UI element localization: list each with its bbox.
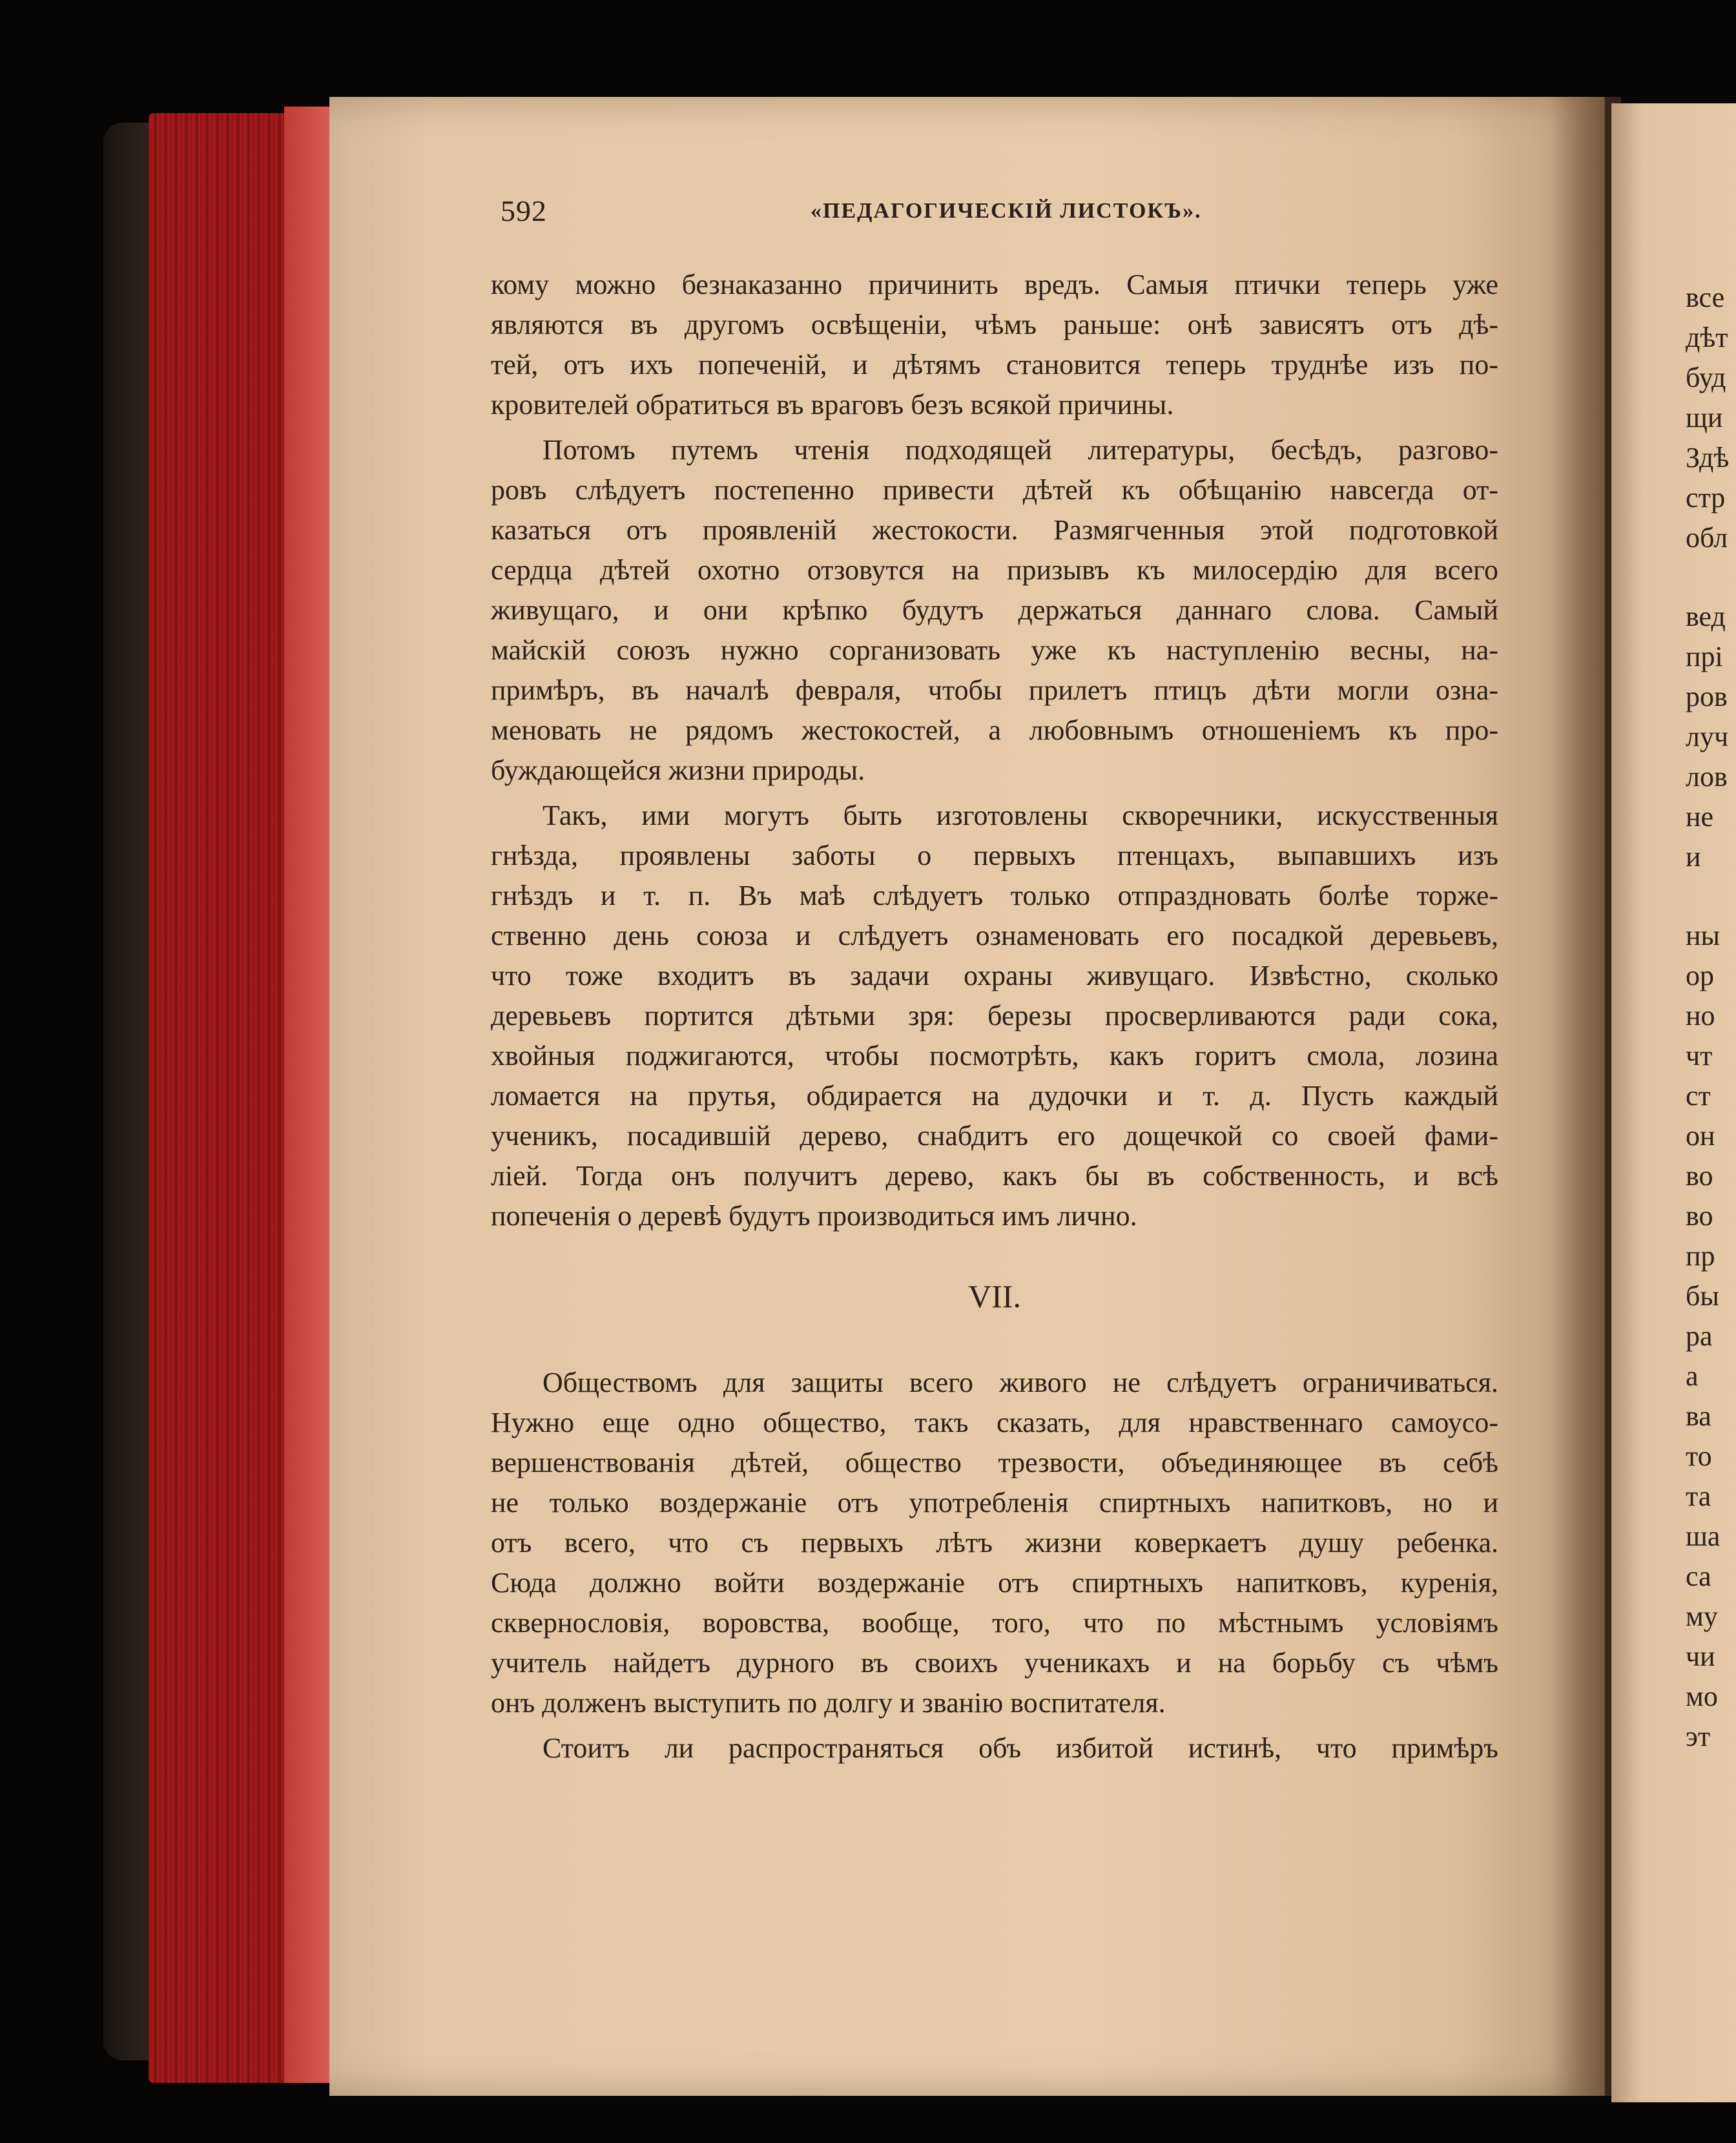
book-gutter [1550, 97, 1621, 2096]
right-page-line-fragment: та [1686, 1480, 1711, 1512]
text-line: попеченія о деревѣ будутъ производиться имъ лично. [491, 1200, 1137, 1232]
right-page-line-fragment: не [1686, 801, 1714, 833]
right-page-line-fragment: са [1686, 1560, 1711, 1592]
right-page-line-fragment: дѣт [1686, 322, 1728, 353]
right-page-line-fragment: прі [1686, 641, 1723, 672]
right-page-line-fragment: ша [1686, 1520, 1720, 1552]
text-line: примѣръ, въ началѣ февраля, чтобы прилетъ птицъ дѣти могли озна- [491, 674, 1498, 706]
text-line: ученикъ, посадившій дерево, снабдитъ его дощечкой со своей фами- [491, 1120, 1498, 1152]
text-line: ровъ слѣдуетъ постепенно привести дѣтей къ обѣщанію навсегда от- [491, 474, 1498, 506]
text-line: майскій союзъ нужно сорганизовать уже къ наступленію весны, на- [491, 634, 1498, 666]
text-line: ломается на прутья, обдирается на дудочки и т. д. Пусть каждый [491, 1080, 1498, 1112]
text-line: ственно день союза и слѣдуетъ ознаменовать его посадкой деревьевъ, [491, 920, 1498, 951]
text-line: что тоже входитъ въ задачи охраны живущаго. Извѣстно, сколько [491, 960, 1498, 991]
right-page-line-fragment: во [1686, 1160, 1713, 1192]
right-page-line-fragment: все [1686, 282, 1725, 313]
right-page-line-fragment: ра [1686, 1320, 1713, 1352]
right-page-line-fragment: стр [1686, 482, 1726, 513]
right-page-line-fragment: чт [1686, 1040, 1713, 1072]
text-line: отъ всего, что съ первыхъ лѣтъ жизни коверкаетъ душу ребенка. [491, 1527, 1498, 1558]
text-line: Стоитъ ли распространяться объ избитой истинѣ, что примѣръ [542, 1732, 1498, 1764]
text-line: гнѣздъ и т. п. Въ маѣ слѣдуетъ только отпраздновать болѣе торже- [491, 880, 1498, 911]
right-page-line-fragment: и [1686, 841, 1701, 873]
text-line: меновать не рядомъ жестокостей, а любовнымъ отношеніемъ къ про- [491, 714, 1498, 746]
text-line: кровителей обратиться въ враговъ безъ всякой причины. [491, 389, 1174, 420]
text-line: гнѣзда, проявлены заботы о первыхъ птенцахъ, выпавшихъ изъ [491, 840, 1498, 871]
right-page-line-fragment: лов [1686, 761, 1728, 792]
right-page-line-fragment: бы [1686, 1280, 1719, 1312]
right-page-line-fragment: чи [1686, 1641, 1715, 1672]
right-page-line-fragment: луч [1686, 721, 1729, 752]
page-header [501, 194, 1502, 239]
text-line: ліей. Тогда онъ получитъ дерево, какъ бы въ собственность, и всѣ [491, 1160, 1498, 1192]
text-line: казаться отъ проявленій жестокости. Размягченныя этой подготовкой [491, 514, 1498, 546]
right-page-line-fragment: вед [1686, 601, 1726, 632]
text-line: кому можно безнаказанно причинить вредъ. Самыя птички теперь уже [491, 269, 1498, 300]
text-line: Сюда должно войти воздержаніе отъ спиртныхъ напитковъ, куренія, [491, 1567, 1498, 1599]
text-line: буждающейся жизни природы. [491, 754, 865, 786]
right-page-line-fragment: эт [1686, 1721, 1711, 1752]
right-page-line-fragment: то [1686, 1440, 1712, 1472]
right-page-line-fragment: а [1686, 1360, 1699, 1392]
right-page-line-fragment: пр [1686, 1240, 1715, 1272]
text-line: живущаго, и они крѣпко будутъ держаться даннаго слова. Самый [491, 594, 1498, 626]
text-line: являются въ другомъ освѣщеніи, чѣмъ раньше: онѣ зависятъ отъ дѣ- [491, 309, 1498, 340]
right-page-line-fragment: обл [1686, 522, 1728, 554]
right-page-line-fragment: он [1686, 1120, 1715, 1152]
text-line: сердца дѣтей охотно отзовутся на призывъ къ милосердію для всего [491, 554, 1498, 586]
text-line: Обществомъ для защиты всего живого не слѣдуетъ ограничиваться. [542, 1367, 1498, 1398]
running-title: «ПЕДАГОГИЧЕСКІЙ ЛИСТОКЪ». [811, 199, 1202, 223]
right-page-line-fragment [1686, 877, 1736, 916]
text-line: Потомъ путемъ чтенія подходящей литературы, бесѣдъ, разгово- [542, 434, 1498, 466]
right-page-line-fragment: буд [1686, 362, 1726, 393]
text-line: вершенствованія дѣтей, общество трезвости, объединяющее въ себѣ [491, 1447, 1498, 1478]
right-page-line-fragment: Здѣ [1686, 442, 1730, 473]
text-line: Такъ, ими могутъ быть изготовлены скворечники, искусственныя [542, 800, 1498, 831]
paragraph [491, 430, 1498, 791]
text-line: Нужно еще одно общество, такъ сказать, для нравственнаго самоусо- [491, 1407, 1498, 1438]
section-heading: VII. [968, 1278, 1021, 1314]
text-line: деревьевъ портится дѣтьми зря: березы просверливаются ради сока, [491, 1000, 1498, 1031]
page-number: 592 [501, 194, 547, 227]
text-line: не только воздержаніе отъ употребленія спиртныхъ напитковъ, но и [491, 1487, 1498, 1518]
right-page-line-fragment: ст [1686, 1080, 1711, 1112]
paragraph [491, 796, 1498, 1236]
right-page-line-fragment [1686, 558, 1736, 597]
right-page-line-fragment: ва [1686, 1400, 1711, 1432]
page-block-red-edge-highlight [284, 107, 336, 2083]
right-page-line-fragment: ны [1686, 920, 1720, 951]
right-page-line-fragment: мо [1686, 1681, 1718, 1712]
right-page-line-fragment: во [1686, 1200, 1713, 1232]
text-line: сквернословія, воровства, вообще, того, что по мѣстнымъ условіямъ [491, 1607, 1498, 1639]
paragraph [491, 1363, 1498, 1723]
text-line: хвойныя поджигаются, чтобы посмотрѣть, какъ горитъ смола, лозина [491, 1040, 1498, 1072]
right-page-line-fragment: но [1686, 1000, 1715, 1031]
right-page-line-fragment: му [1686, 1600, 1718, 1632]
paragraph [491, 265, 1498, 425]
right-page-line-fragment: щи [1686, 402, 1723, 433]
right-page-line-fragment: ор [1686, 960, 1714, 991]
text-line: учитель найдетъ дурного въ своихъ ученикахъ и на борьбу съ чѣмъ [491, 1647, 1498, 1679]
right-page-line-fragment: ров [1686, 681, 1728, 712]
text-line: онъ долженъ выступить по долгу и званію воспитателя. [491, 1687, 1166, 1719]
right-page-text-fragments [1686, 278, 1736, 1757]
text-line: тей, отъ ихъ попеченій, и дѣтямъ становится теперь труднѣе изъ по- [491, 349, 1498, 380]
body-text [491, 265, 1498, 1768]
paragraph [491, 1728, 1498, 1768]
